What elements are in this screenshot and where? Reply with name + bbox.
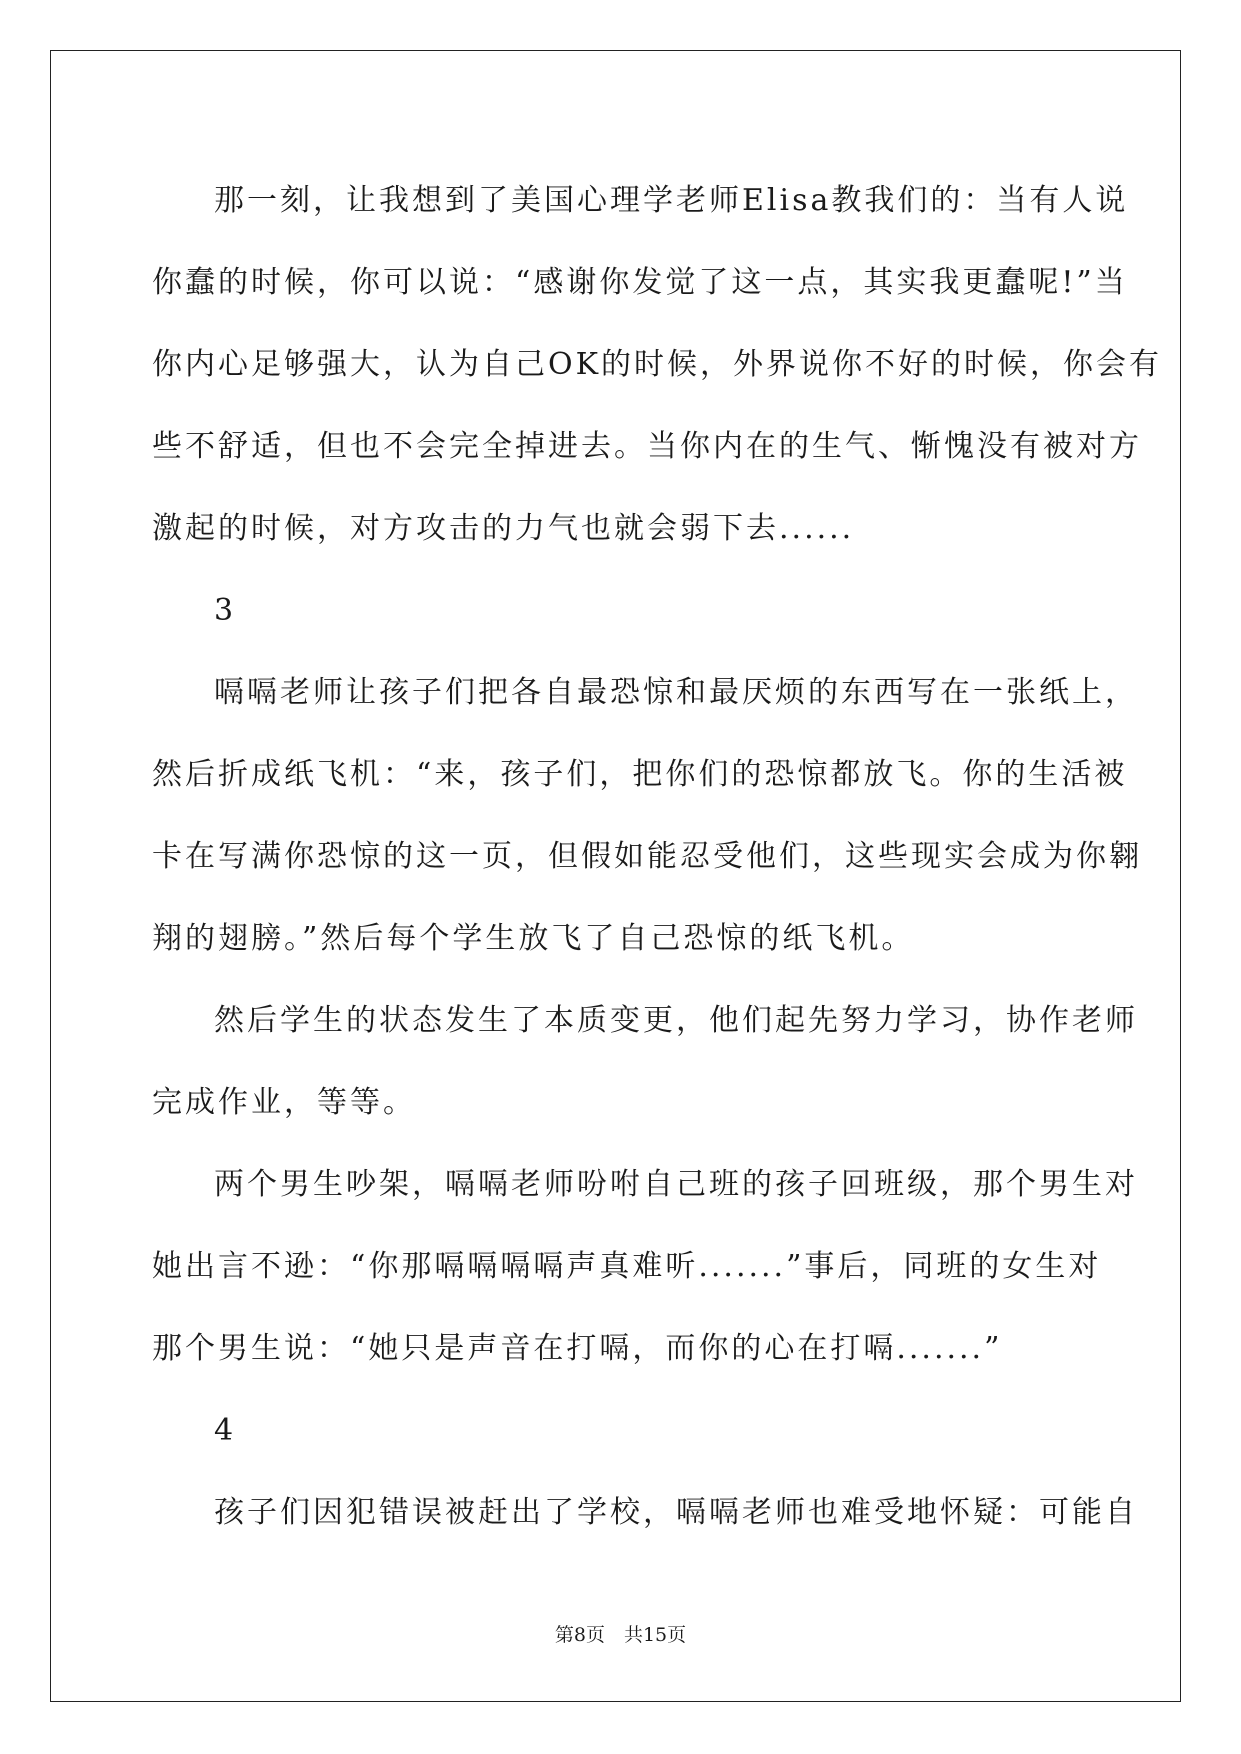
- section-number: 3: [214, 593, 237, 628]
- paragraph-line: 孩子们因犯错误被赶出了学校，嗝嗝老师也难受地怀疑：可能自: [214, 1495, 1138, 1530]
- page-footer: [0, 1620, 1241, 1650]
- section-number: 4: [214, 1413, 237, 1448]
- paragraph-line: 她出言不逊：“你那嗝嗝嗝嗝声真难听.......”事后，同班的女生对: [152, 1249, 1102, 1284]
- document-body: [152, 160, 1163, 1554]
- paragraph-line: 激起的时候，对方攻击的力气也就会弱下去......: [152, 511, 855, 546]
- paragraph-line: 完成作业，等等。: [152, 1085, 416, 1120]
- paragraph-line: 然后折成纸飞机：“来，孩子们，把你们的恐惊都放飞。你的生活被: [152, 757, 1128, 792]
- paragraph-line: 那个男生说：“她只是声音在打嗝，而你的心在打嗝.......”: [152, 1331, 1003, 1366]
- paragraph-line: 然后学生的状态发生了本质变更，他们起先努力学习，协作老师: [214, 1003, 1138, 1038]
- paragraph-line: 你内心足够强大，认为自己OK的时候，外界说你不好的时候，你会有: [152, 347, 1163, 382]
- paragraph-line: 卡在写满你恐惊的这一页，但假如能忍受他们，这些现实会成为你翱: [152, 839, 1142, 874]
- paragraph-line: 你蠢的时候，你可以说：“感谢你发觉了这一点，其实我更蠢呢!”当: [152, 265, 1128, 300]
- paragraph-line: 那一刻，让我想到了美国心理学老师Elisa教我们的：当有人说: [214, 183, 1129, 218]
- paragraph-line: 翔的翅膀。”然后每个学生放飞了自己恐惊的纸飞机。: [152, 921, 915, 956]
- page-number-label: 第8页 共15页: [554, 1624, 687, 1646]
- paragraph-line: 些不舒适，但也不会完全掉进去。当你内在的生气、惭愧没有被对方: [152, 429, 1142, 464]
- paragraph-line: 两个男生吵架，嗝嗝老师吩咐自己班的孩子回班级，那个男生对: [214, 1167, 1138, 1202]
- paragraph-line: 嗝嗝老师让孩子们把各自最恐惊和最厌烦的东西写在一张纸上，: [214, 675, 1138, 710]
